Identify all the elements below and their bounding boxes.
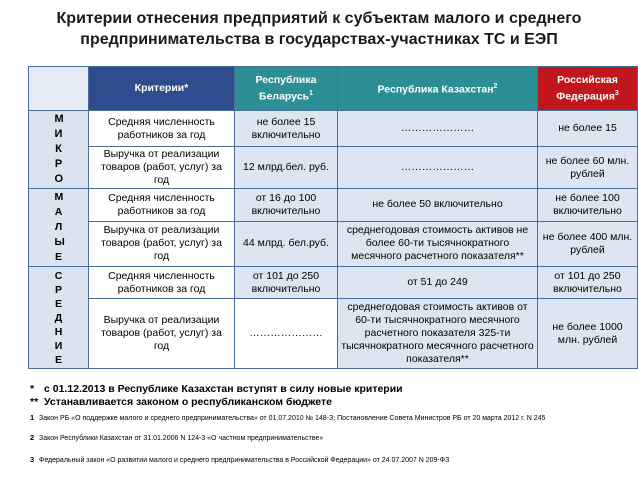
footnote-star-mark: * xyxy=(30,383,35,395)
reference-3 xyxy=(30,455,630,465)
russia-value: не более 60 млн. рублей xyxy=(538,147,638,189)
russia-value: от 101 до 250 включительно xyxy=(538,267,638,299)
reference-2-text: Закон Республики Казахстан от 31.01.2006 N 124-3 «О частном предпринимательстве» xyxy=(39,435,324,442)
reference-1-text: Закон РБ «О поддержке малого и среднего предпринимательства» от 01.07.2010 № 148-З; Постановление Совета Министров РБ от 20 марта 2012 г. N 245 xyxy=(39,415,546,422)
kazakhstan-value: среднегодовая стоимость активов не более 60-ти тысячнократного месячного расчетного показателя** xyxy=(338,221,538,266)
footnotes xyxy=(30,383,630,465)
header-row xyxy=(29,67,638,111)
table-row xyxy=(29,111,638,147)
table-row xyxy=(29,189,638,222)
page-title xyxy=(0,8,638,50)
header-kazakhstan xyxy=(338,67,538,111)
belarus-value: 12 млрд.бел. руб. xyxy=(235,147,338,189)
category-small xyxy=(29,189,89,267)
category-medium xyxy=(29,267,89,369)
belarus-value: не более 15 включительно xyxy=(235,111,338,147)
kazakhstan-value: не более 50 включительно xyxy=(338,189,538,222)
footnote-double-star-mark: ** xyxy=(30,396,39,408)
criterion-cell: Выручка от реализации товаров (работ, услуг) за год xyxy=(89,299,235,369)
criterion-cell: Средняя численность работников за год xyxy=(89,189,235,222)
russia-value: не более 100 включительно xyxy=(538,189,638,222)
header-belarus-label: Республика Беларусь xyxy=(255,73,317,103)
category-medium-label: С Р Е Д Н И Е xyxy=(54,269,63,366)
reference-3-text: Федеральный закон «О развитии малого и среднего предпринимательства в Российской Федерации» от 24.07.2007 N 209-ФЗ xyxy=(39,457,450,464)
reference-2-number: 2 xyxy=(30,433,35,442)
kazakhstan-value: ………………… xyxy=(338,111,538,147)
reference-1-number: 1 xyxy=(30,413,35,422)
reference-1 xyxy=(30,413,630,423)
header-criteria: Критерии* xyxy=(89,67,235,111)
category-micro-label: М И К Р О xyxy=(54,113,64,185)
criterion-cell: Средняя численность работников за год xyxy=(89,111,235,147)
category-small-label: М А Л Ы Е xyxy=(54,191,65,263)
russia-value: не более 400 млн. рублей xyxy=(538,221,638,266)
header-russia-label: Российская Федерация xyxy=(556,73,618,103)
title-line-1: Критерии отнесения предприятий к субъектам малого и среднего xyxy=(56,10,582,27)
russia-value: не более 15 xyxy=(538,111,638,147)
reference-3-number: 3 xyxy=(30,455,35,464)
criteria-table xyxy=(28,66,638,369)
table-row xyxy=(29,221,638,266)
belarus-value: от 16 до 100 включительно xyxy=(235,189,338,222)
header-belarus xyxy=(235,67,338,111)
kazakhstan-value: среднегодовая стоимость активов от 60-ти тысячнократного месячного расчетного показателя 325-ти тысячнократного месячного расчетного показателя** xyxy=(338,299,538,369)
belarus-value: от 101 до 250 включительно xyxy=(235,267,338,299)
table-row xyxy=(29,267,638,299)
title-line-2: предпринимательства в государствах-участниках ТС и ЕЭП xyxy=(80,31,558,48)
kazakhstan-value: ………………… xyxy=(338,147,538,189)
table-row xyxy=(29,147,638,189)
belarus-value: ………………… xyxy=(235,299,338,369)
header-kazakhstan-label: Республика Казахстан xyxy=(377,83,494,96)
russia-value: не более 1000 млн. рублей xyxy=(538,299,638,369)
kazakhstan-value: от 51 до 249 xyxy=(338,267,538,299)
table-row xyxy=(29,299,638,369)
footnote-double-star-text: Устанавливается законом о республиканском бюджете xyxy=(44,396,332,408)
header-russia xyxy=(538,67,638,111)
footnote-double-star xyxy=(30,396,630,409)
criterion-cell: Средняя численность работников за год xyxy=(89,267,235,299)
header-belarus-ref: 1 xyxy=(309,89,313,97)
header-empty-cell xyxy=(29,67,89,111)
criterion-cell: Выручка от реализации товаров (работ, услуг) за год xyxy=(89,221,235,266)
header-russia-ref: 3 xyxy=(614,89,619,97)
footnote-star-text: с 01.12.2013 в Республике Казахстан вступят в силу новые критерии xyxy=(44,383,403,395)
category-micro xyxy=(29,111,89,189)
criterion-cell: Выручка от реализации товаров (работ, услуг) за год xyxy=(89,147,235,189)
header-kazakhstan-ref: 2 xyxy=(493,83,498,91)
reference-2 xyxy=(30,433,630,443)
belarus-value: 44 млрд. бел.руб. xyxy=(235,221,338,266)
footnote-star xyxy=(30,383,630,396)
